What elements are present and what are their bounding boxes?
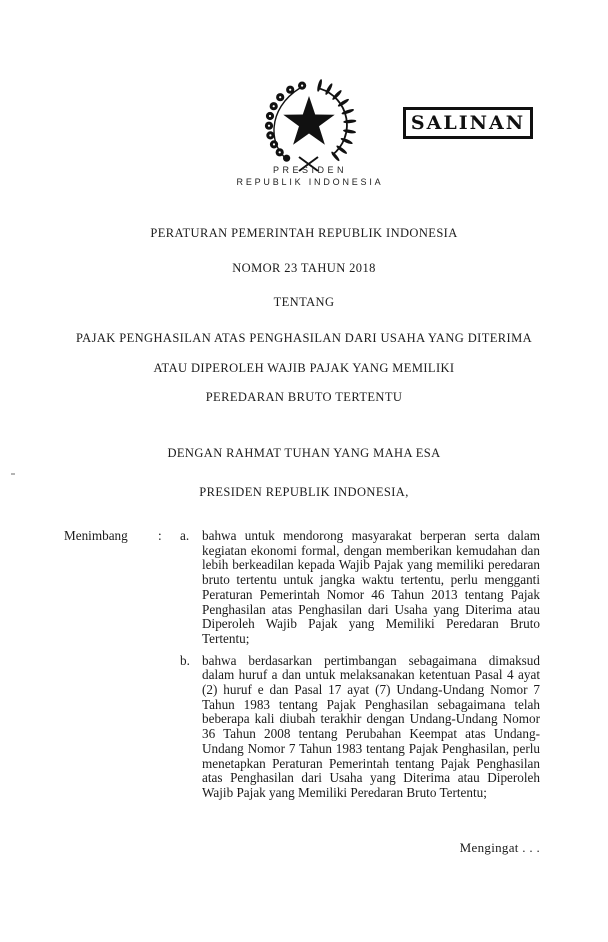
item-marker-b: b. [180,652,190,668]
star-icon [283,96,334,145]
item-text-b: bahwa berdasarkan pertimbangan sebagaimana dimaksud dalam huruf a dan untuk melaksanakan ketentuan Pasal 4 ayat (2) huruf e dan Pasal 17 ayat (7) Undang-Undang Nomor 7 Tahun 1983 tentang Pajak Penghasilan sebagaimana telah beberapa kali diubah terakhir dengan Undang-Undang Nomor 36 Tahun 2008 tentang Perubahan Keempat atas Undang-Undang Nomor 7 Tahun 1983 tentang Pajak Penghasilan, perlu menetapkan Peraturan Pemerintah tentang Pajak Penghasilan atas Penghasilan dari Usaha yang Diterima atau Diperoleh Wajib Pajak yang Memiliki Peredaran Bruto Tertentu; [202,652,540,800]
considering-section [64,529,540,801]
considering-item-b [180,654,540,801]
item-text-a: bahwa untuk mendorong masyarakat berperan serta dalam kegiatan ekonomi formal, dengan memberikan kemudahan dan lebih berkeadilan kepada Wajib Pajak yang memiliki peredaran bruto tertentu untuk jangka waktu tertentu, perlu mengganti Peraturan Pemerintah Nomor 46 Tahun 2013 tentang Pajak Penghasilan atas Penghasilan dari Usaha yang Diterima atau Diperoleh Wajib Pajak yang Memiliki Peredaran Bruto Tertentu; [202,528,540,646]
authority-line: PRESIDEN REPUBLIK INDONESIA, [199,485,409,499]
salinan-badge-label: SALINAN [410,112,526,134]
presidential-emblem-icon [256,78,362,174]
scan-speck [11,473,15,475]
considering-item-a [180,529,540,647]
letterhead-presiden: PRESIDEN [272,165,347,175]
tentang-label: TENTANG [273,295,335,309]
considering-items [180,529,540,801]
regulation-heading: PERATURAN PEMERINTAH REPUBLIK INDONESIA [150,226,458,240]
invocation-line: DENGAN RAHMAT TUHAN YANG MAHA ESA [167,446,441,460]
considering-label: Menimbang [64,528,128,543]
item-marker-a: a. [180,528,190,543]
letterhead [6,165,608,187]
salinan-badge [403,107,533,139]
regulation-number: NOMOR 23 TAHUN 2018 [232,261,376,275]
catchword-mengingat: Mengingat . . . [459,840,540,855]
subject-line-3: PEREDARAN BRUTO TERTENTU [205,390,403,404]
subject-line-2: ATAU DIPEROLEH WAJIB PAJAK YANG MEMILIKI [153,361,455,375]
letterhead-republik-indonesia: REPUBLIK INDONESIA [236,177,384,187]
considering-colon: : [158,528,162,543]
subject-line-1: PAJAK PENGHASILAN ATAS PENGHASILAN DARI USAHA YANG DITERIMA [75,331,533,345]
